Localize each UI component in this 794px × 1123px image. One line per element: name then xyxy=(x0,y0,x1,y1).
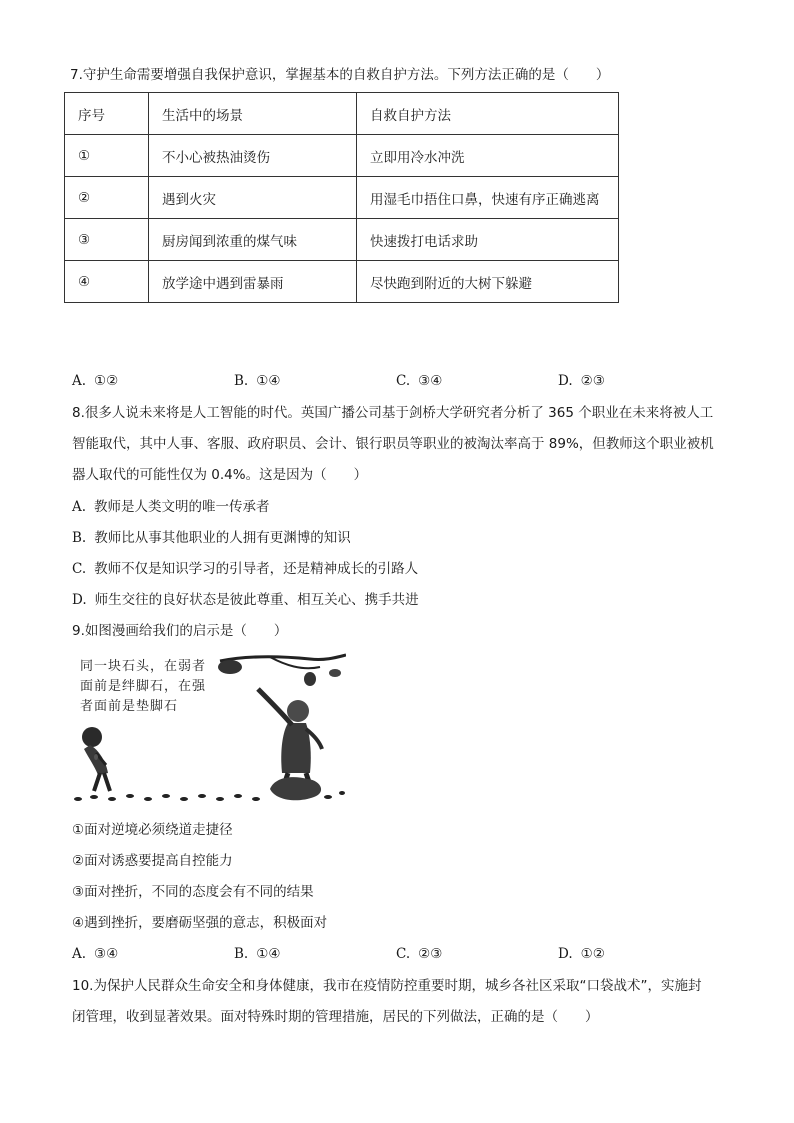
table-row xyxy=(65,135,619,177)
table-cell: 厨房闻到浓重的煤气味 xyxy=(149,219,357,261)
option-c[interactable] xyxy=(396,945,442,963)
q7-table xyxy=(64,92,619,303)
q8-stem-line: 智能取代，其中人事、客服、政府职员、会计、银行职员等职业的被淘汰率高于 89%，但教师这个职业被机 xyxy=(72,436,714,452)
table-cell: 不小心被热油烫伤 xyxy=(149,135,357,177)
cartoon-caption-line: 面前是绊脚石，在强 xyxy=(80,679,207,694)
option-text: 教师是人类文明的唯一传承者 xyxy=(94,499,270,515)
cartoon-caption-line: 同一块石头，在弱者 xyxy=(80,659,207,674)
option-letter: C. xyxy=(72,561,87,577)
table-cell: 快速拨打电话求助 xyxy=(357,219,619,261)
option-a[interactable] xyxy=(72,498,270,516)
table-cell: 放学途中遇到雷暴雨 xyxy=(149,261,357,303)
table-cell: 尽快跑到附近的大树下躲避 xyxy=(357,261,619,303)
option-letter: C. xyxy=(396,946,411,962)
option-a[interactable] xyxy=(72,372,118,390)
option-letter: C. xyxy=(396,373,411,389)
option-letter: A. xyxy=(72,946,87,962)
q8-stem-line: 8.很多人说未来将是人工智能的时代。英国广播公司基于剑桥大学研究者分析了 365 个职业在未来将被人工 xyxy=(72,405,714,421)
option-c[interactable] xyxy=(396,372,442,390)
option-d[interactable] xyxy=(72,591,419,609)
option-text: 师生交往的良好状态是彼此尊重、相互关心、携手共进 xyxy=(94,592,419,608)
option-b[interactable] xyxy=(234,945,280,963)
option-d[interactable] xyxy=(558,372,605,390)
q10-stem-line: 闭管理，收到显著效果。面对特殊时期的管理措施，居民的下列做法，正确的是（ ） xyxy=(72,1009,599,1025)
option-text: ②③ xyxy=(580,373,605,389)
option-text: ③④ xyxy=(418,373,443,389)
table-header-cell: 生活中的场景 xyxy=(149,93,357,135)
table-header-cell: 自救自护方法 xyxy=(357,93,619,135)
q9-statement: ③面对挫折，不同的态度会有不同的结果 xyxy=(72,884,314,900)
table-row xyxy=(65,219,619,261)
table-cell: ② xyxy=(65,177,149,219)
option-letter: D. xyxy=(558,946,573,962)
table-header-cell: 序号 xyxy=(65,93,149,135)
table-cell: ④ xyxy=(65,261,149,303)
q9-statement: ②面对诱惑要提高自控能力 xyxy=(72,853,233,869)
table-cell: 立即用冷水冲洗 xyxy=(357,135,619,177)
q7-stem: 7.守护生命需要增强自我保护意识，掌握基本的自救自护方法。下列方法正确的是（ ） xyxy=(70,67,610,83)
q10-stem-line: 10.为保护人民群众生命安全和身体健康，我市在疫情防控重要时期，城乡各社区采取“口袋战术”，实施封 xyxy=(72,978,702,994)
option-text: ①② xyxy=(580,946,605,962)
option-letter: D. xyxy=(72,592,87,608)
table-row xyxy=(65,261,619,303)
option-letter: B. xyxy=(72,530,87,546)
q9-stem: 9.如图漫画给我们的启示是（ ） xyxy=(72,623,288,639)
cartoon-caption-line: 者面前是垫脚石 xyxy=(80,699,179,714)
option-d[interactable] xyxy=(558,945,605,963)
option-a[interactable] xyxy=(72,945,118,963)
q8-stem-line: 器人取代的可能性仅为 0.4%。这是因为（ ） xyxy=(72,467,368,483)
table-cell: 用湿毛巾捂住口鼻，快速有序正确逃离 xyxy=(357,177,619,219)
option-b[interactable] xyxy=(234,372,280,390)
table-cell: 遇到火灾 xyxy=(149,177,357,219)
cartoon-image xyxy=(70,653,346,805)
q9-statement: ①面对逆境必须绕道走捷径 xyxy=(72,822,233,838)
option-letter: A. xyxy=(72,499,87,515)
option-letter: B. xyxy=(234,373,249,389)
option-text: ①④ xyxy=(256,946,281,962)
table-row xyxy=(65,177,619,219)
q9-options xyxy=(0,945,794,963)
cartoon-drawing xyxy=(70,653,346,805)
table-header-row xyxy=(65,93,619,135)
q9-statement: ④遇到挫折，要磨砺坚强的意志，积极面对 xyxy=(72,915,328,931)
option-letter: D. xyxy=(558,373,573,389)
option-text: ①④ xyxy=(256,373,281,389)
option-letter: A. xyxy=(72,373,87,389)
option-b[interactable] xyxy=(72,529,351,547)
option-text: 教师不仅是知识学习的引导者，还是精神成长的引路人 xyxy=(94,561,419,577)
option-c[interactable] xyxy=(72,560,418,578)
option-text: ①② xyxy=(94,373,119,389)
option-text: ②③ xyxy=(418,946,443,962)
option-text: ③④ xyxy=(94,946,119,962)
table-cell: ③ xyxy=(65,219,149,261)
table-cell: ① xyxy=(65,135,149,177)
option-text: 教师比从事其他职业的人拥有更渊博的知识 xyxy=(94,530,351,546)
q7-options xyxy=(0,372,794,390)
option-letter: B. xyxy=(234,946,249,962)
